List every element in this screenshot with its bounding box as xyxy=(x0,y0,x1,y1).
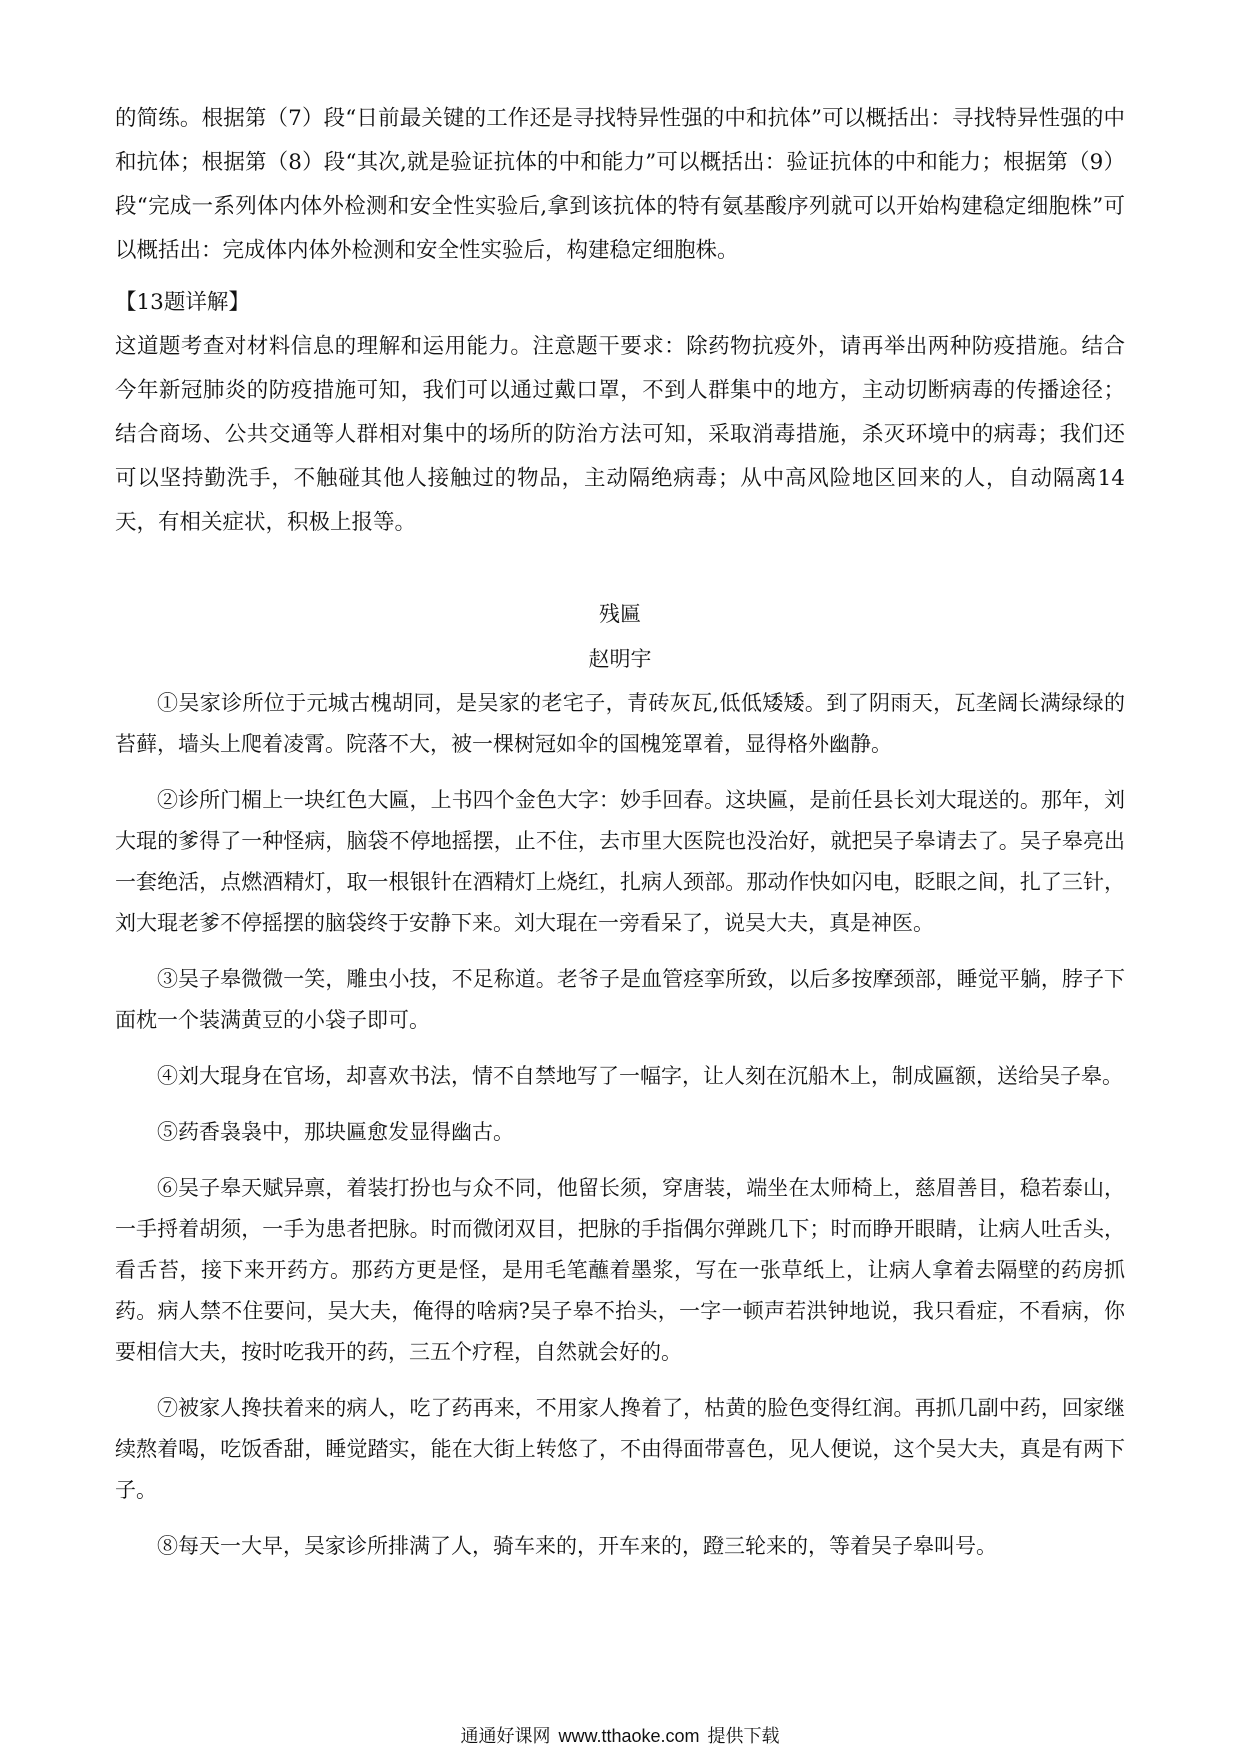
story-paragraph: ⑥吴子皋天赋异禀，着装打扮也与众不同，他留长须，穿唐装，端坐在太师椅上，慈眉善目，稳若泰山，一手捋着胡须，一手为患者把脉。时而微闭双目，把脉的手指偶尔弹跳几下；时而睁开眼睛，让病人吐舌头，看舌苔，接下来开药方。那药方更是怪，是用毛笔蘸着墨浆，写在一张草纸上，让病人拿着去隔壁的药房抓药。病人禁不住要问，吴大夫，俺得的啥病?吴子皋不抬头，一字一顿声若洪钟地说，我只看症，不看病，你要相信大夫，按时吃我开的药，三五个疗程，自然就会好的。 xyxy=(115,1176,1125,1364)
story-paragraph: ②诊所门楣上一块红色大匾，上书四个金色大字：妙手回春。这块匾，是前任县长刘大琨送的。那年，刘大琨的爹得了一种怪病，脑袋不停地摇摆，止不住，去市里大医院也没治好，就把吴子皋请去了。吴子皋亮出一套绝活，点燃酒精灯，取一根银针在酒精灯上烧红，扎病人颈部。那动作快如闪电，眨眼之间，扎了三针，刘大琨老爹不停摇摆的脑袋终于安静下来。刘大琨在一旁看呆了，说吴大夫，真是神医。 xyxy=(115,788,1125,935)
answer-explanation xyxy=(115,97,1125,545)
page-footer xyxy=(0,1722,1240,1748)
footer-suffix: 提供下载 xyxy=(707,1726,780,1746)
footer-site-name: 通通好课网 xyxy=(460,1726,551,1746)
story-author: 赵明宇 xyxy=(588,647,652,671)
story-paragraph: ④刘大琨身在官场，却喜欢书法，情不自禁地写了一幅字，让人刻在沉船木上，制成匾额，送给吴子皋。 xyxy=(157,1064,1123,1088)
story-paragraph: ①吴家诊所位于元城古槐胡同，是吴家的老宅子，青砖灰瓦,低低矮矮。到了阴雨天，瓦垄阔长满绿绿的苔藓，墙头上爬着凌霄。院落不大，被一棵树冠如伞的国槐笼罩着，显得格外幽静。 xyxy=(115,691,1125,756)
story-paragraph: ③吴子皋微微一笑，雕虫小技，不足称道。老爷子是血管痉挛所致，以后多按摩颈部，睡觉平躺，脖子下面枕一个装满黄豆的小袋子即可。 xyxy=(115,967,1125,1032)
story-paragraph: ⑦被家人搀扶着来的病人，吃了药再来，不用家人搀着了，枯黄的脸色变得红润。再抓几副中药，回家继续熬着喝，吃饭香甜，睡觉踏实，能在大街上转悠了，不由得面带喜色，见人便说，这个吴大夫，真是有两下子。 xyxy=(115,1396,1125,1502)
story-body xyxy=(115,683,1125,1567)
explanation-paragraph: 这道题考查对材料信息的理解和运用能力。注意题干要求：除药物抗疫外，请再举出两种防疫措施。结合今年新冠肺炎的防疫措施可知，我们可以通过戴口罩，不到人群集中的地方，主动切断病毒的传播途径；结合商场、公共交通等人群相对集中的场所的防治方法可知，采取消毒措施，杀灭环境中的病毒；我们还可以坚持勤洗手，不触碰其他人接触过的物品，主动隔绝病毒；从中高风险地区回来的人，自动隔离14天，有相关症状，积极上报等。 xyxy=(115,334,1125,535)
footer-url[interactable]: www.tthaoke.com xyxy=(558,1726,700,1746)
story-paragraph: ⑤药香袅袅中，那块匾愈发显得幽古。 xyxy=(157,1120,514,1144)
story-title: 残匾 xyxy=(599,602,641,626)
story-paragraph: ⑧每天一大早，吴家诊所排满了人，骑车来的，开车来的，蹬三轮来的，等着吴子皋叫号。 xyxy=(157,1534,997,1558)
section-tag: 【13题详解】 xyxy=(115,290,250,315)
explanation-paragraph: 的简练。根据第（7）段“日前最关键的工作还是寻找特异性强的中和抗体”可以概括出：寻找特异性强的中和抗体；根据第（8）段“其次,就是验证抗体的中和能力”可以概括出：验证抗体的中和能力；根据第（9）段“完成一系列体内体外检测和安全性实验后,拿到该抗体的特有氨基酸序列就可以开始构建稳定细胞株”可以概括出：完成体内体外检测和安全性实验后，构建稳定细胞株。 xyxy=(115,106,1125,263)
